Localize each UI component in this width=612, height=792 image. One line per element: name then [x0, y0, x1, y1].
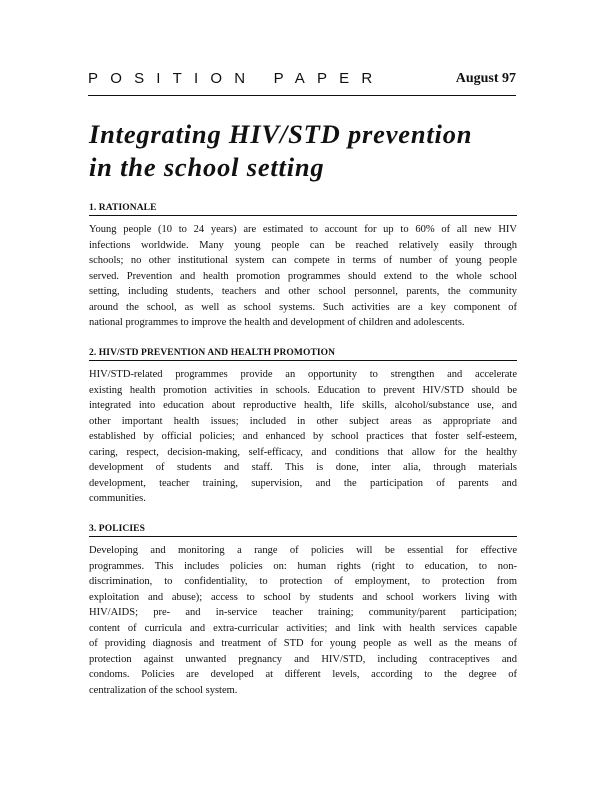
text-line: infections worldwide. Many young people can be reached relatively easily through	[89, 239, 517, 251]
section-body-rationale	[89, 222, 517, 331]
text-line: Developing and monitoring a range of policies will be essential for effective	[89, 545, 517, 556]
header-divider	[88, 95, 516, 96]
section-divider	[89, 536, 517, 537]
text-line: other important health issues; included in other subject areas as appropriate and	[89, 415, 517, 427]
text-line: condoms. Policies are developed at different levels, according to the degree of	[89, 669, 517, 680]
section-body-prevention	[89, 367, 517, 507]
text-line: setting, including students, teachers and other school personnel, parents, the community	[89, 286, 517, 297]
section-heading-rationale	[89, 203, 517, 217]
text-line: served. Prevention and health promotion programmes should extend to the whole school	[89, 270, 517, 282]
text-line: existing health promotion activities in schools. Education to prevent HIV/STD should be	[89, 384, 517, 396]
title-line: Integrating HIV/STD prevention	[89, 119, 473, 149]
text-line: communities.	[89, 493, 146, 504]
text-line: national programmes to improve the health and development of children and adolescents.	[89, 317, 465, 328]
text-line: discrimination, to confidentiality, to protection of employment, to protection from	[89, 576, 517, 587]
text-line: HIV/AIDS; pre- and in-service teacher training; community/parent participation;	[89, 607, 517, 618]
text-line: schools; no other institutional system can compete in terms of number of young people	[89, 255, 517, 266]
section-divider	[89, 215, 517, 216]
section-body-policies	[89, 543, 517, 698]
text-line: of providing diagnosis and treatment of STD for young people as well as the means of	[89, 638, 517, 649]
text-line: development of students and staff. This is done, inter alia, through materials	[89, 462, 517, 473]
section-heading-prevention	[89, 348, 517, 362]
section-heading-text: 1. RATIONALE	[89, 203, 157, 213]
text-line: around the school, as well as school systems. Such activities are a key component of	[89, 301, 517, 313]
text-line: exploitation and abuse); access to school by students and school workers living with	[89, 591, 517, 603]
text-line: established by official policies; and enhanced by school practices that foster self-esteem,	[89, 431, 517, 442]
text-line: programmes. This includes policies on: human rights (right to education, to non-	[89, 560, 517, 572]
text-line: development, teacher training, supervision, and the participation of parents and	[89, 477, 517, 489]
section-heading-text: 2. HIV/STD PREVENTION AND HEALTH PROMOTION	[89, 348, 336, 358]
text-line: integrated into education about reproductive health, life skills, alcohol/substance use, and	[89, 400, 517, 411]
text-line: content of curricula and extra-curricular activities; and link with health services capable	[89, 622, 517, 634]
text-line: Young people (10 to 24 years) are estimated to account for up to 60% of all new HIV	[89, 224, 517, 235]
document-title	[89, 118, 472, 184]
section-heading-policies	[89, 524, 517, 538]
document-type-label: POSITION PAPER	[88, 70, 385, 87]
text-line: HIV/STD-related programmes provide an opportunity to strengthen and accelerate	[89, 369, 517, 380]
text-line: centralization of the school system.	[89, 684, 238, 696]
text-line: protection against unwanted pregnancy and HIV/STD, including contraceptives and	[89, 653, 517, 665]
section-divider	[89, 360, 517, 361]
page-header	[88, 70, 516, 90]
section-heading-text: 3. POLICIES	[89, 524, 146, 534]
document-date: August 97	[455, 71, 516, 86]
text-line: caring, respect, decision-making, self-efficacy, and conditions that allow for the healthy	[89, 446, 517, 458]
title-line: in the school setting	[89, 152, 325, 182]
